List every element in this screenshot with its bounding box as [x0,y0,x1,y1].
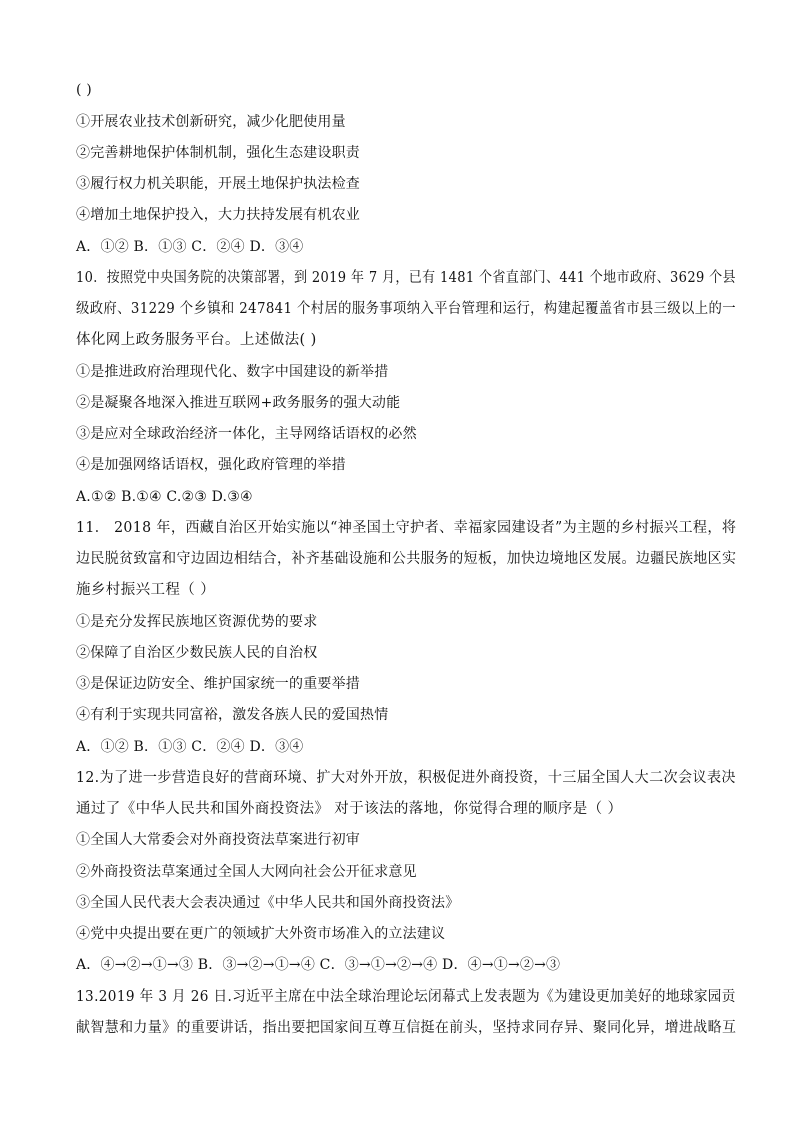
question-11-option-1: ①是充分发挥民族地区资源优势的要求 [76,614,318,630]
question-9-option-4: ④增加土地保护投入，大力扶持发展有机农业 [76,207,360,223]
question-11-stem-line-3: 施乡村振兴工程（ ） [76,582,216,598]
question-11-stem-line-1: 11． 2018 年，西藏自治区开始实施以“神圣国土守护者、幸福家园建设者”为主题的乡村振兴工程，将 [76,520,737,536]
question-9-option-1: ①开展农业技术创新研究，减少化肥使用量 [76,114,346,130]
question-12-option-1: ①全国人大常委会对外商投资法草案进行初审 [76,832,360,848]
question-9-option-3: ③履行权力机关职能，开展土地保护执法检查 [76,176,360,192]
question-12-option-2: ②外商投资法草案通过全国人大网向社会公开征求意见 [76,864,417,880]
question-10-answers: A.①② B.①④ C.②③ D.③④ [76,489,253,505]
question-12-option-3: ③全国人民代表大会表决通过《中华人民共和国外商投资法》 [76,895,460,911]
question-11-answers: A．①② B．①③ C．②④ D．③④ [76,739,304,755]
question-12-answers: A．④→②→①→③ B．③→②→①→④ C．③→①→②→④ D．④→①→②→③ [76,957,561,973]
question-10-option-2: ②是凝聚各地深入推进互联网+政务服务的强大动能 [76,395,401,411]
question-13-stem-line-1: 13.2019 年 3 月 26 日.习近平主席在中法全球治理论坛闭幕式上发表题为《为建设更加美好的地球家园贡 [76,989,736,1005]
question-9-bracket: ( ) [76,82,92,98]
question-11-option-3: ③是保证边防安全、维护国家统一的重要举措 [76,676,360,692]
question-9-option-2: ②完善耕地保护体制机制，强化生态建设职责 [76,145,360,161]
question-10-option-4: ④是加强网络话语权，强化政府管理的举措 [76,457,346,473]
question-11-option-2: ②保障了自治区少数民族人民的自治权 [76,645,318,661]
question-12-stem-line-2: 通过了《中华人民共和国外商投资法》 对于该法的落地，你觉得合理的顺序是（ ） [76,801,623,817]
question-10-stem-line-1: 10．按照党中央国务院的决策部署，到 2019 年 7 月，已有 1481 个省直部门、441 个地市政府、3629 个县 [76,270,736,286]
question-11-option-4: ④有利于实现共同富裕，激发各族人民的爱国热情 [76,707,389,723]
question-9-answers: A．①② B．①③ C．②④ D．③④ [76,239,304,255]
question-10-stem-line-3: 体化网上政务服务平台。上述做法( ) [76,332,317,348]
question-12-option-4: ④党中央提出要在更广的领域扩大外资市场准入的立法建议 [76,926,446,942]
question-10-option-1: ①是推进政府治理现代化、数字中国建设的新举措 [76,364,389,380]
question-10-option-3: ③是应对全球政治经济一体化，主导网络话语权的必然 [76,426,417,442]
question-13-stem-line-2: 献智慧和力量》的重要讲话，指出要把国家间互尊互信挺在前头，坚持求同存异、聚同化异，增进战略互 [76,1020,737,1036]
question-12-stem-line-1: 12.为了进一步营造良好的营商环境、扩大对外开放，积极促进外商投资，十三届全国人大二次会议表决 [76,770,736,786]
question-10-stem-line-2: 级政府、31229 个乡镇和 247841 个村居的服务事项纳入平台管理和运行，构建起覆盖省市县三级以上的一 [76,301,736,317]
question-11-stem-line-2: 边民脱贫致富和守边固边相结合，补齐基础设施和公共服务的短板，加快边境地区发展。边疆民族地区实 [76,551,737,567]
